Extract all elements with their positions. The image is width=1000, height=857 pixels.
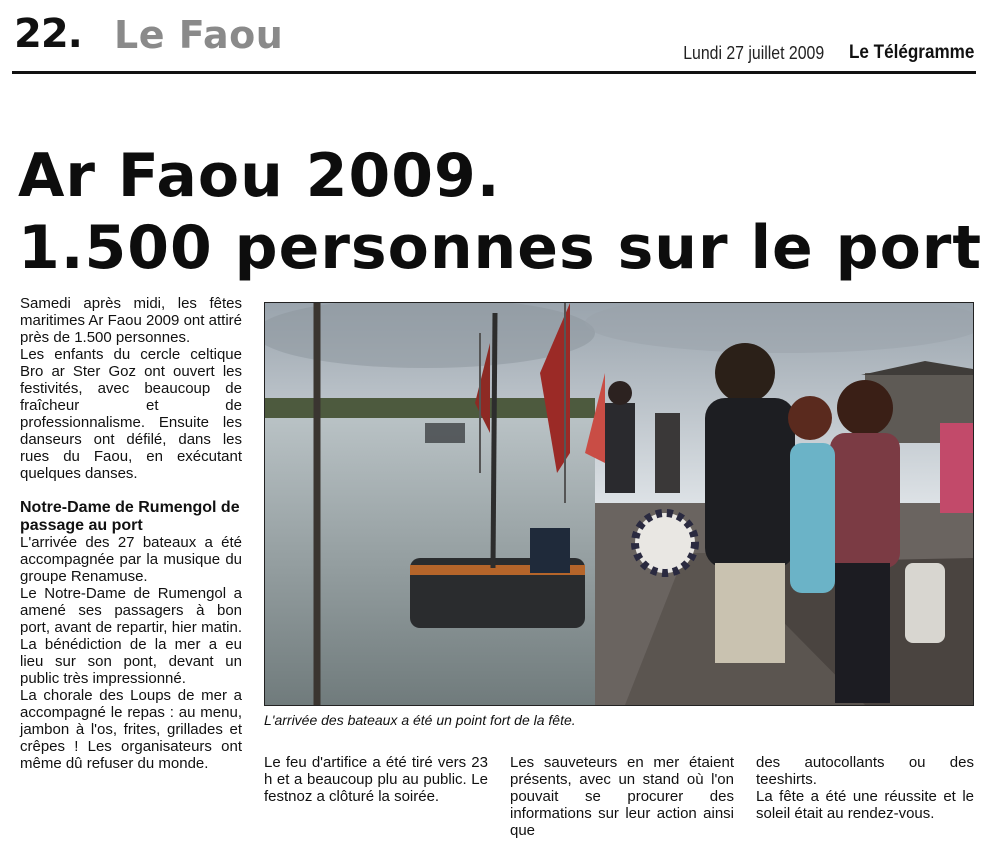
subheading: Notre-Dame de Rumengol de passage au port	[20, 499, 240, 534]
publication-date: Lundi 27 juillet 2009	[683, 43, 824, 63]
article-photo	[264, 302, 974, 706]
section-title: Le Faou	[114, 13, 284, 57]
paragraph-stickers: des autocollants ou des teeshirts.	[756, 754, 974, 788]
article-column-left	[20, 295, 242, 772]
paragraph-rumengol: Le Notre-Dame de Rumengol a amené ses passagers à bon port, avant de repartir, hier matin. La bénédiction de la mer a eu lieu sur son pont, devant un public très impressionné.	[20, 585, 242, 687]
article-column-bottom-2	[510, 754, 734, 839]
paragraph-fireworks: Le feu d'artifice a été tiré vers 23 h et a beaucoup plu au public. Le festnoz a clôturé la soirée.	[264, 754, 488, 805]
headline-line-2: 1.500 personnes sur le port	[18, 213, 983, 283]
paragraph-rescuers: Les sauveteurs en mer étaient présents, avec un stand où l'on pouvait se procurer des informations sur leur action ainsi que	[510, 754, 734, 839]
paragraph-success: La fête a été une réussite et le soleil était au rendez-vous.	[756, 788, 974, 822]
newspaper-name: Le Télégramme	[848, 42, 974, 63]
article-column-bottom-1	[264, 754, 488, 805]
paragraph-chorale: La chorale des Loups de mer a accompagné le repas : au menu, jambon à l'os, frites, grillades et crêpes ! Les organisateurs ont même dû refuser du monde.	[20, 687, 242, 772]
page-number: 22.	[14, 11, 82, 57]
headline-line-1: Ar Faou 2009.	[18, 141, 501, 211]
paragraph-children: Les enfants du cercle celtique Bro ar Ster Goz ont ouvert les festivités, avec beaucoup de fraîcheur et de professionnalisme. Ensuite les danseurs ont défilé, dans les rues du Faou, en exécutant quelques danses.	[20, 346, 242, 482]
headline	[18, 140, 983, 284]
paragraph-arrival: L'arrivée des 27 bateaux a été accompagnée par la musique du groupe Renamuse.	[20, 534, 242, 585]
paragraph-intro: Samedi après midi, les fêtes maritimes Ar Faou 2009 ont attiré près de 1.500 personnes.	[20, 295, 242, 346]
photo-caption: L'arrivée des bateaux a été un point fort de la fête.	[264, 712, 576, 728]
article-column-bottom-3	[756, 754, 974, 822]
header-rule	[12, 71, 976, 74]
